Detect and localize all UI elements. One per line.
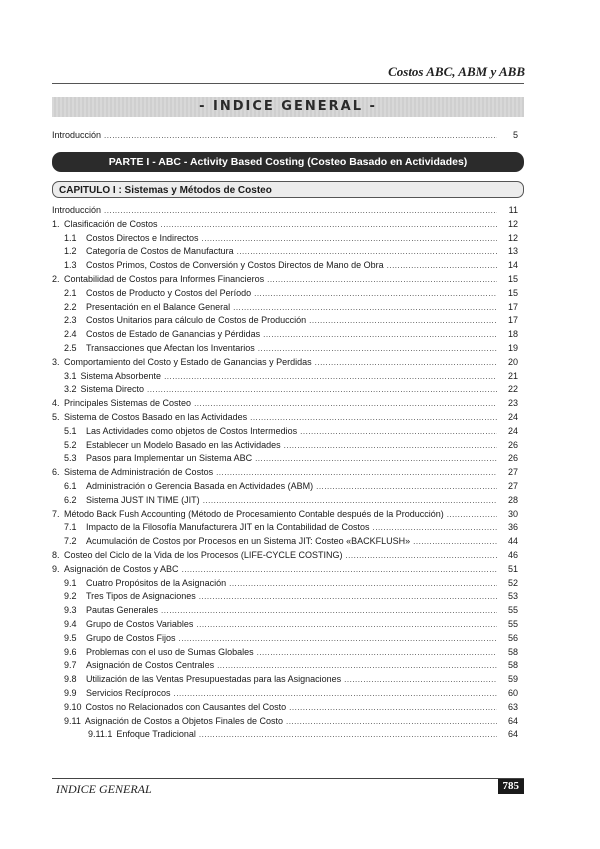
toc-entry-page: 24 [507,412,518,422]
toc-entry[interactable] [52,356,518,369]
toc-entry-number: 2.5 [64,343,77,353]
toc-entry-page: 14 [507,260,518,271]
toc-entry[interactable] [52,301,518,314]
toc-entry-number: 9.3 [64,605,77,616]
toc-entry-label: Introducción [52,205,102,215]
toc-entry-page: 17 [507,315,518,326]
toc-entry[interactable] [52,466,518,479]
toc-entry[interactable] [52,232,518,245]
toc-entry-label: Enfoque Tradicional [116,729,196,740]
toc-entry[interactable] [52,452,518,465]
footer-divider [52,778,524,779]
toc-entry-label: Grupo de Costos Variables [86,619,194,629]
toc-entry-number: 2.1 [64,287,77,298]
toc-entry-label: Cuatro Propósitos de la Asignación [86,577,227,588]
toc-entry-number: 5.1 [64,425,77,436]
toc-entry-number: 6.1 [64,481,77,491]
toc-entry-label: Asignación de Costos y ABC [64,563,179,574]
toc-entry-page: 26 [507,439,518,450]
leader-dots [161,604,497,617]
toc-entry-number: 1. [52,218,60,229]
leader-dots [373,521,498,534]
toc-entry-number: 2.2 [64,301,77,312]
toc-entry[interactable] [52,521,518,534]
toc-entry-page: 12 [507,218,518,229]
toc-entry-page: 27 [507,467,518,478]
running-header-title: Costos ABC, ABM y ABB [388,64,525,79]
leader-dots [413,535,497,548]
toc-entry-page: 30 [507,508,518,519]
toc-entry-page: 46 [507,550,518,560]
toc-entry[interactable] [52,383,518,396]
leader-dots [199,590,497,603]
toc-entry-label: Acumulación de Costos por Procesos en un Sistema JIT: Costeo «BACKFLUSH» [86,536,411,547]
toc-entry-page: 56 [507,632,518,643]
toc-entry-number: 5.3 [64,453,77,464]
toc-entry[interactable] [52,728,518,741]
leader-dots [216,466,497,479]
toc-entry[interactable] [52,494,518,507]
leader-dots [387,259,497,272]
toc-entry-label: Tres Tipos de Asignaciones [86,591,196,602]
toc-entry[interactable] [52,659,518,672]
toc-entry-label: Las Actividades como objetos de Costos Intermedios [86,425,298,436]
toc-entry-label: Introducción [52,130,102,140]
toc-entry-page: 59 [507,674,518,685]
toc-entry-label: Sistema de Administración de Costos [64,467,214,478]
toc-entry[interactable] [52,646,518,659]
toc-entry-label: Principales Sistemas de Costeo [64,398,192,409]
toc-entry-page: 28 [507,494,518,505]
toc-entry-label: Administración o Gerencia Basada en Actividades (ABM) [86,481,314,491]
toc-entry-label: Método Back Fush Accounting (Método de Procesamiento Contable después de la Producción) [64,508,444,519]
toc-entry-label: Sistema de Costos Basado en las Actividades [64,412,248,422]
toc-entry-label: Costos Unitarios para cálculo de Costos de Producción [86,315,307,326]
toc-entry-page: 52 [507,577,518,588]
toc-entry[interactable] [52,397,518,410]
toc-entry-number: 1.1 [64,232,77,243]
toc-entry[interactable] [52,411,518,424]
toc-entry-label: Impacto de la Filosofía Manufacturera JIT en la Contabilidad de Costos [86,522,370,533]
footer-title: INDICE GENERAL [56,782,152,796]
toc-entry-number: 5. [52,412,60,422]
toc-entry[interactable] [52,549,518,562]
leader-dots [286,715,497,728]
toc-entry-page: 51 [507,563,518,574]
toc-entry[interactable] [52,577,518,590]
toc-entry-label: Costos Primos, Costos de Conversión y Costos Directos de Mano de Obra [86,260,384,271]
toc-entry[interactable] [52,204,518,217]
toc-entry-number: 6.2 [64,494,77,505]
leader-dots [316,480,497,493]
toc-entry-label: Costos de Producto y Costos del Período [86,287,252,298]
toc-entry-page: 24 [507,425,518,436]
toc-entry-page: 60 [507,688,518,698]
toc-entry-page: 55 [507,605,518,616]
toc-entry-label: Comportamiento del Costo y Estado de Ganancias y Perdidas [64,356,312,367]
toc-entry-number: 6. [52,467,60,478]
toc-entry-label: Pautas Generales [86,605,159,616]
toc-entry-page: 18 [507,329,518,340]
toc-entry-number: 9.8 [64,674,77,685]
toc-entry-number: 9.7 [64,660,77,671]
part-heading: PARTE I - ABC - Activity Based Costing (Costeo Basado en Actividades) [52,152,524,172]
chapter-heading: CAPITULO I : Sistemas y Métodos de Costeo [52,181,524,198]
toc-entry-label: Grupo de Costos Fijos [86,632,176,643]
leader-dots [255,452,497,465]
toc-entry-label: Costeo del Ciclo de la Vida de los Procesos (LIFE-CYCLE COSTING) [64,550,343,560]
toc-entry-label: Sistema Directo [80,384,145,395]
leader-dots [289,701,497,714]
toc-entry-number: 7. [52,508,60,519]
leader-dots [345,549,497,562]
toc-entry-label: Utilización de las Ventas Presupuestadas para las Asignaciones [86,674,342,685]
toc-entry-label: Costos de Estado de Ganancias y Pérdidas [86,329,261,340]
toc-entry-label: Asignación de Costos Centrales [86,660,215,671]
toc-entry-number: 2. [52,274,60,284]
toc-entry-number: 9.1 [64,577,77,588]
toc-entry-label: Costos Directos e Indirectos [86,232,199,243]
leader-dots [233,301,497,314]
toc-entry[interactable] [52,632,518,645]
leader-dots [263,328,497,341]
toc-entry-number: 1.2 [64,246,77,257]
toc-entry[interactable] [52,245,518,258]
toc-entry-number: 4. [52,398,60,409]
leader-dots [217,659,497,672]
toc-entry-label: Presentación en el Balance General [86,301,231,312]
leader-dots [179,632,497,645]
toc-entry-page: 26 [507,453,518,464]
toc-entry-number: 9. [52,563,60,574]
toc-entry[interactable] [52,218,518,231]
toc-entry[interactable] [52,673,518,686]
toc-entry-label: Clasificación de Costos [64,218,158,229]
toc-entry-page: 36 [507,522,518,533]
toc-entry-page: 23 [507,398,518,409]
toc-entry-number: 1.3 [64,260,77,271]
toc-entry-label: Asignación de Costos a Objetos Finales de Costo [84,715,283,726]
leader-dots [258,342,497,355]
toc-entry-intro[interactable] [52,129,518,142]
index-banner-title: - INDICE GENERAL - [199,99,377,114]
leader-dots [237,245,497,258]
leader-dots [284,439,497,452]
toc-entry-label: Sistema JUST IN TIME (JIT) [86,494,200,505]
leader-dots [199,728,497,741]
toc-entry-page: 15 [507,287,518,298]
leader-dots [161,218,497,231]
leader-dots [202,232,497,245]
header-divider [52,83,524,84]
toc-entry[interactable] [52,439,518,452]
toc-entry-page: 21 [507,370,518,381]
leader-dots [229,577,497,590]
toc-entry[interactable] [52,715,518,728]
toc-entry-label: Costos no Relacionados con Causantes del Costo [85,701,287,712]
toc-entry-page: 22 [507,384,518,395]
toc-entry-number: 9.10 [64,701,82,712]
toc-entry-page: 20 [507,356,518,367]
toc-entry[interactable] [52,425,518,438]
toc-entry-number: 3.2 [64,384,77,395]
leader-dots [182,563,497,576]
leader-dots [203,494,497,507]
toc-entry-label: Contabilidad de Costos para Informes Financieros [64,274,265,284]
toc-entry[interactable] [52,590,518,603]
toc-entry-number: 9.2 [64,591,77,602]
toc-entry[interactable] [52,535,518,548]
toc-entry-page: 11 [508,205,518,215]
toc-entry-page: 27 [507,481,518,491]
leader-dots [104,129,497,142]
leader-dots [447,508,497,521]
toc-entry[interactable] [52,342,518,355]
toc-entry[interactable] [52,370,518,383]
leader-dots [267,273,497,286]
toc-entry-number: 9.9 [64,688,77,698]
leader-dots [174,687,497,700]
toc-entry-page: 44 [507,536,518,547]
toc-entry[interactable] [52,259,518,272]
toc-entry-label: Transacciones que Afectan los Inventarios [86,343,255,353]
toc-entry-number: 7.2 [64,536,77,547]
leader-dots [257,646,497,659]
toc-entry-page: 5 [512,130,518,140]
leader-dots [309,314,497,327]
toc-entry-number: 2.3 [64,315,77,326]
toc-entry-label: Establecer un Modelo Basado en las Actividades [86,439,281,450]
toc-entry-number: 9.6 [64,646,77,657]
leader-dots [300,425,497,438]
toc-entry-page: 58 [507,646,518,657]
toc-entry-page: 55 [507,619,518,629]
toc-entry[interactable] [52,480,518,493]
toc-entry[interactable] [52,508,518,521]
toc-entry[interactable] [52,328,518,341]
leader-dots [164,370,497,383]
toc-entry-page: 12 [507,232,518,243]
toc-entry-number: 9.11.1 [88,729,113,740]
toc-entry-number: 2.4 [64,329,77,340]
toc-entry-number: 3.1 [64,370,77,381]
toc-entry-page: 15 [507,274,518,284]
page-number-badge: 785 [498,779,525,794]
toc-entry-label: Pasos para Implementar un Sistema ABC [86,453,253,464]
leader-dots [196,618,497,631]
toc-entry[interactable] [52,687,518,700]
toc-entry-page: 19 [507,343,518,353]
leader-dots [194,397,497,410]
toc-entry-number: 7.1 [64,522,77,533]
toc-entry-label: Problemas con el uso de Sumas Globales [86,646,254,657]
toc-entry-number: 9.11 [64,715,81,726]
leader-dots [254,287,497,300]
leader-dots [315,356,497,369]
toc-entry-page: 58 [507,660,518,671]
toc-entry[interactable] [52,314,518,327]
toc-entry-label: Sistema Absorbente [80,370,162,381]
toc-entry-label: Categoría de Costos de Manufactura [86,246,234,257]
toc-entry[interactable] [52,618,518,631]
toc-entry-label: Servicios Recíprocos [86,688,171,698]
toc-entry-number: 9.5 [64,632,77,643]
leader-dots [250,411,497,424]
toc-entry[interactable] [52,604,518,617]
toc-entry-number: 3. [52,356,60,367]
toc-entry-page: 63 [507,701,518,712]
toc-entry[interactable] [52,273,518,286]
toc-entry[interactable] [52,563,518,576]
toc-entry-page: 53 [507,591,518,602]
toc-entry-page: 17 [507,301,518,312]
toc-entry-number: 9.4 [64,619,77,629]
leader-dots [147,383,497,396]
leader-dots [344,673,497,686]
toc-entry[interactable] [52,287,518,300]
toc-entry[interactable] [52,701,518,714]
toc-entry-number: 8. [52,550,60,560]
leader-dots [104,204,497,217]
toc-entry-page: 13 [507,246,518,257]
toc-entry-page: 64 [507,715,518,726]
toc-entry-page: 64 [507,729,518,740]
index-banner [52,97,524,117]
toc-entry-number: 5.2 [64,439,77,450]
